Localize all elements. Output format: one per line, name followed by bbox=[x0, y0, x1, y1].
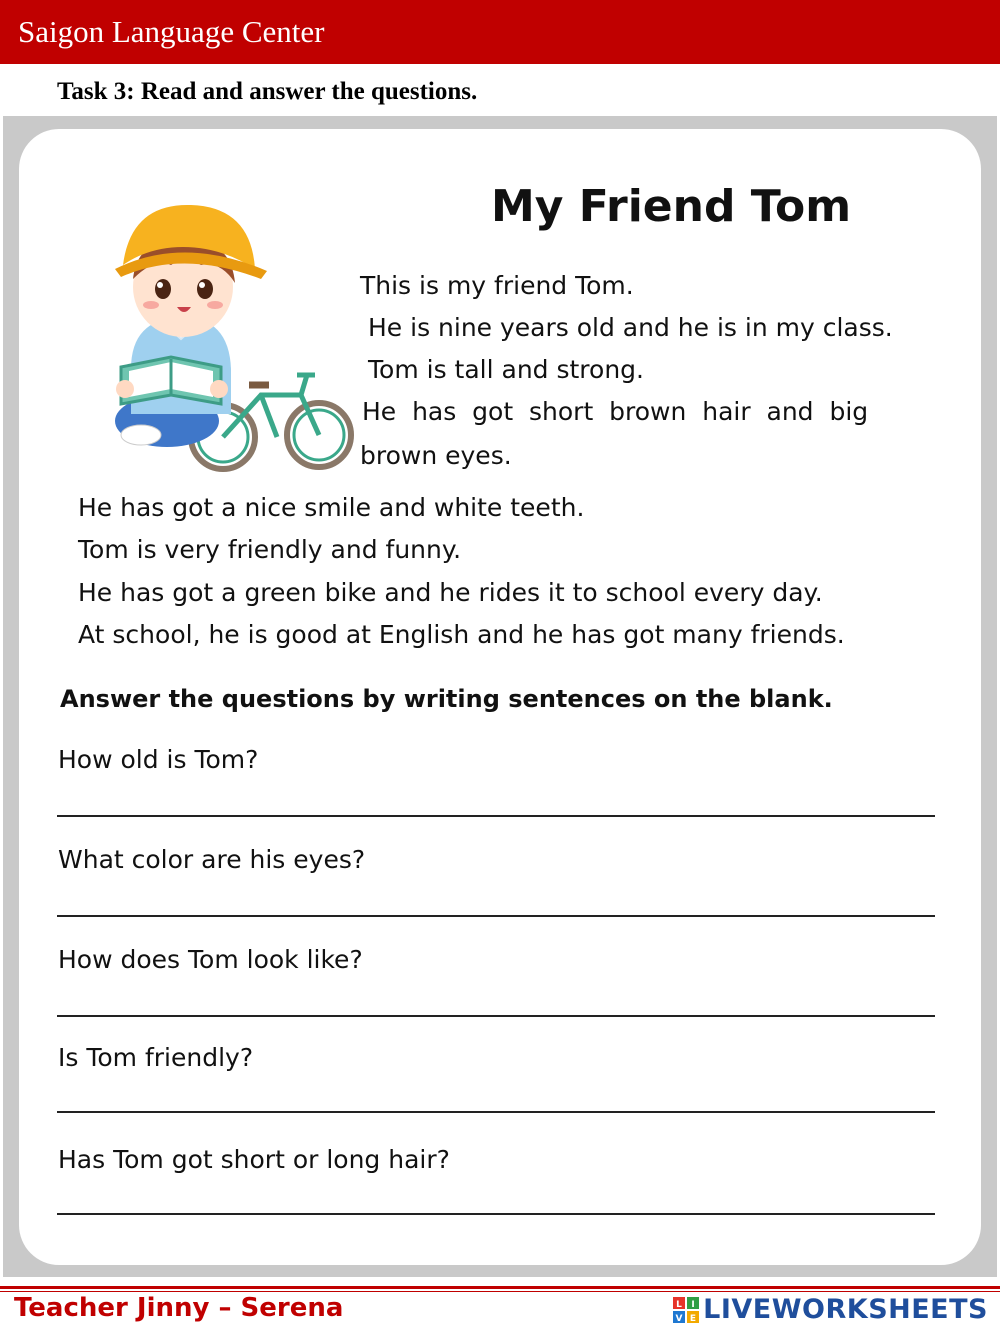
brand-name: LIVEWORKSHEETS bbox=[703, 1294, 988, 1325]
story-line-5: brown eyes. bbox=[360, 441, 512, 470]
story-line-3: Tom is tall and strong. bbox=[368, 355, 644, 384]
question-3: How does Tom look like? bbox=[58, 945, 363, 974]
story-line-6: He has got a nice smile and white teeth. bbox=[78, 493, 585, 522]
answer-blank-1[interactable] bbox=[57, 815, 935, 817]
svg-text:E: E bbox=[690, 1313, 697, 1323]
exercise-instruction: Answer the questions by writing sentences on the blank. bbox=[60, 685, 833, 713]
liveworksheets-logo-icon bbox=[673, 1297, 699, 1323]
story-line-8: He has got a green bike and he rides it to school every day. bbox=[78, 578, 823, 607]
svg-text:L: L bbox=[676, 1299, 683, 1310]
story-line-2: He is nine years old and he is in my class. bbox=[368, 313, 893, 342]
story-title: My Friend Tom bbox=[491, 181, 852, 232]
story-line-1: This is my friend Tom. bbox=[360, 271, 634, 300]
question-5: Has Tom got short or long hair? bbox=[58, 1145, 450, 1174]
answer-blank-2[interactable] bbox=[57, 915, 935, 917]
question-2: What color are his eyes? bbox=[58, 845, 366, 874]
footer-teacher: Teacher Jinny – Serena bbox=[14, 1293, 344, 1323]
boy-reading-illustration bbox=[101, 199, 361, 479]
task-title: Task 3: Read and answer the questions. bbox=[57, 78, 478, 105]
footer-divider-thin bbox=[0, 1291, 1000, 1292]
svg-text:V: V bbox=[675, 1313, 683, 1323]
footer-divider bbox=[0, 1286, 1000, 1289]
story-line-4: He has got short brown hair and big bbox=[362, 397, 869, 426]
answer-blank-4[interactable] bbox=[57, 1111, 935, 1113]
story-line-7: Tom is very friendly and funny. bbox=[78, 535, 462, 564]
worksheet-frame bbox=[3, 116, 997, 1277]
svg-text:I: I bbox=[691, 1299, 695, 1310]
worksheet-card bbox=[19, 129, 981, 1265]
question-4: Is Tom friendly? bbox=[58, 1043, 254, 1072]
center-name: Saigon Language Center bbox=[18, 14, 325, 49]
header-bar bbox=[0, 0, 1000, 64]
answer-blank-3[interactable] bbox=[57, 1015, 935, 1017]
story-line-9: At school, he is good at English and he has got many friends. bbox=[78, 620, 845, 649]
answer-blank-5[interactable] bbox=[57, 1213, 935, 1215]
liveworksheets-brand[interactable] bbox=[673, 1294, 988, 1325]
question-1: How old is Tom? bbox=[58, 745, 259, 774]
